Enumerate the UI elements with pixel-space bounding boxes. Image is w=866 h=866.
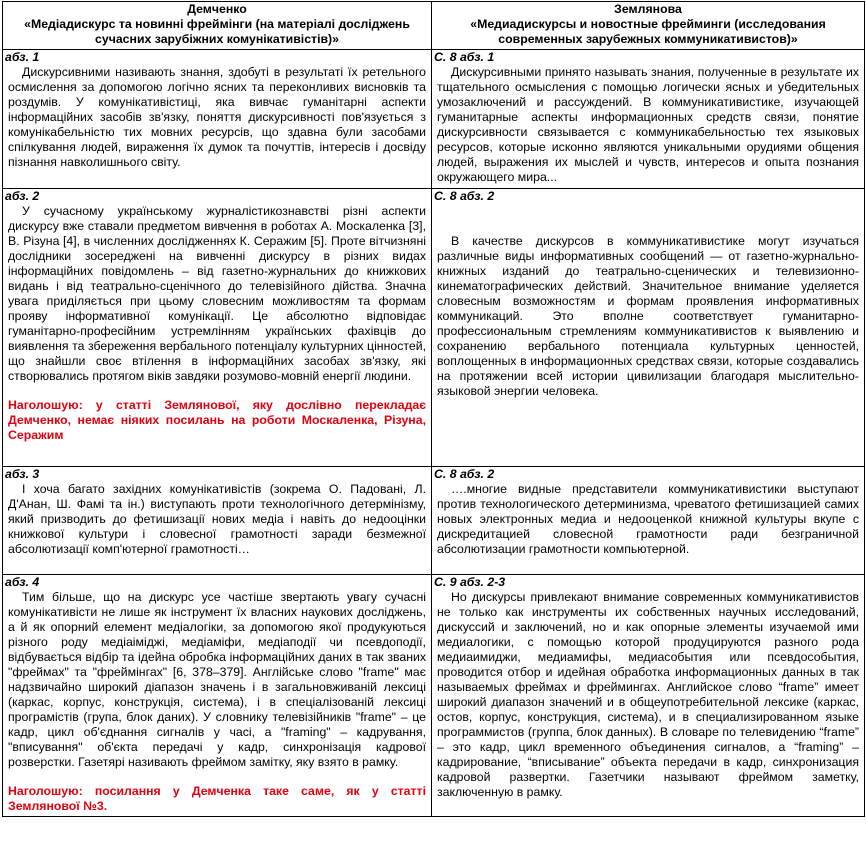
header-row [3, 2, 865, 50]
left-text: У сучасному українському журналістикознавстві різні аспекти дискурсу вже ставали предметом вивчення в роботах А. Москаленка [3], В. Різуна [4], в численних дослідженнях К. Серажим [5]. Проте вітчизняні дослідники зосереджені на вивченні дискурсу в різних видах інформаційних повідомлень – від газетно-журнальних до книжкових видань і від театрально-сценічного до телевізійного дійства. Значна увага приділяється при цьому словесним можливостям та формам прояву інформативної комунікації. Це абсолютно відповідає гуманітарно-професійним устремлінням українських фахівців до виявлення та збереження вербального потенціалу культурних цінностей, що знайшли своє втілення в інформаційних засобах зв'язку, які створювались протягом віків завдяки розумово-мовній енергії людини. [8, 204, 426, 383]
right-text: В качестве дискурсов в коммуникативистике могут изучаться различные виды информативных сообщений — от газетно-журнально-книжных изданий до театрально-сценических и телевизионно-кинематографических действий. Значительное внимание уделяется словесным возможностям и формам проявления информативных коммуникаций. Это вполне соответствует гуманитарно-профессиональным стремлениям коммуникативистов к выявлению и сохранению вербального потенциала культурных ценностей, воплощенных в информационных средствах связи, которые создавались на протяжении всей истории цивилизации благодаря мыслительно-языковой энергии человека. [437, 234, 859, 398]
right-text: Дискурсивными принято называть знания, полученные в результате их тщательного осмысления с помощью логически ясных и убедительных умозаключений и рассуждений. В коммуникативистике, изучающей гуманитарные аспекты информационных средств связи, понятие дискурсивности связывается с коммуникабельностью тех языковых ресурсов, которые исконно являются уникальными орудиями общения людей, выражения их мыслей и чувств, интересов и опыта познания окружающего мира... [437, 65, 859, 184]
comparison-table [2, 1, 865, 817]
right-cell [432, 50, 865, 189]
left-reference: абз. 1 [5, 50, 40, 64]
table-row [3, 50, 865, 189]
right-cell [432, 575, 865, 817]
right-text: ….многие видные представители коммуникативистики выступают против технологического детерминизма, чреватого фетишизацией самих новых электронных медиа и недооценкой книжной культуры вкупе с дискредитацией словесной грамотности ради безграничной абсолютизации грамотности компьютерной. [437, 482, 859, 556]
right-reference: С. 8 абз. 2 [434, 467, 495, 481]
left-title: «Медіадискурс та новинні фреймінги (на матеріалі досліджень сучасних зарубіжних комунікативістів)» [24, 17, 410, 46]
right-reference: С. 8 абз. 2 [434, 189, 495, 203]
left-author: Демченко [187, 2, 247, 16]
table-row [3, 467, 865, 575]
table-row [3, 575, 865, 817]
left-reference: абз. 4 [5, 575, 40, 589]
header-right [432, 2, 865, 50]
right-title: «Медиадискурсы и новостные фрейминги (исследования современных зарубежных коммуникативистов)» [470, 17, 826, 46]
left-cell [3, 50, 432, 189]
left-text: Тим більше, що на дискурс усе частіше звертають увагу сучасні комунікативісти не лише як інструмент їх власних наукових досліджень, а й як опорний елемент медіалогіки, за допомогою якої продукуються різного роду медіаіміджі, медіаміфи, медіаподії чи псевдоподії, відбувається відбір та ідейна обробка інформаційних даних в так званих "фреймах" та "фреймінгах" [6, 378–379]. Англійське слово "frame" має надзвичайно широкий діапазон значень і в загальновживаній лексиці (каркас, корпус, конструкція, система), і в спеціалізованій лексиці програмістів (група, блок даних). У словнику телевізійників "frame" – це кадр, цикл об'єднання сигналів у часі, а "framing" – кадрування, "вписування" об'єкта передачі у кадр, синхронізація кадрової розверстки. Газетярі називають фреймом замітку, яку взято в рамку. [8, 590, 426, 769]
right-cell [432, 467, 865, 575]
header-left [3, 2, 432, 50]
right-reference: С. 9 абз. 2-3 [434, 575, 506, 589]
left-reference: абз. 2 [5, 189, 40, 203]
left-text: І хоча багато західних комунікативістів (зокрема О. Падовані, Л. Д'Анан, Ш. Фамі та ін.) виступають проти технологічного детермінізму, який призводить до фетишизації нових медіа і навіть до недооцінки книжкової культури і словесної грамотності заради безмежної абсолютизації комп'ютерної грамотності… [8, 482, 426, 556]
highlighted-note: Наголошую: у статті Землянової, яку дослівно перекладає Демченко, немає ніяких посилань на роботи Москаленка, Різуна, Серажим [8, 398, 426, 442]
table-row [3, 189, 865, 467]
highlighted-note: Наголошую: посилання у Демченка таке саме, як у статті Землянової №3. [8, 784, 426, 813]
right-cell [432, 189, 865, 467]
left-cell [3, 467, 432, 575]
right-text: Но дискурсы привлекают внимание современных коммуникативистов не только как инструменты их собственных научных исследований, дискуссий и заключений, но и как опорные элементы изучаемой ими медиалогики, с помощью которой продуцируются разного рода медиаимиджи, медиамифы, медиасобытия или псевдособытия, проводится отбор и идейная обработка информационных данных в так называемых фреймах и фреймингах. Английское слово “frame” имеет широкий диапазон значений и в общеупотребительной лексике (каркас, остов, корпус, конструкция, система), и в специализированном языке программистов (группа, блок данных). В словаре по телевидению “frame” – это кадр, цикл временного объединения сигналов, а “framing” – кадрирование, “вписывание” объекта передачи в кадр, синхронизация кадровой развертки. Газетчики называют фреймом заметку, заключенную в рамку. [437, 590, 859, 799]
left-text: Дискурсивними називають знання, здобуті в результаті їх ретельного осмислення за допомогою логічно ясних та переконливих висновків та роздумів. У комунікативістиці, яка вивчає гуманітарні аспекти інформаційних засобів зв'язку, поняття дискурсивності пов'язується з комунікабельністю тих мовних ресурсів, що здавна були засобами спілкування людей, вираження їх думок та почуттів, інтересів і досвіду пізнання навколишнього світу. [8, 65, 426, 169]
right-author: Землянова [614, 2, 682, 16]
left-cell [3, 575, 432, 817]
right-reference: С. 8 абз. 1 [434, 50, 495, 64]
left-cell [3, 189, 432, 467]
left-reference: абз. 3 [5, 467, 40, 481]
